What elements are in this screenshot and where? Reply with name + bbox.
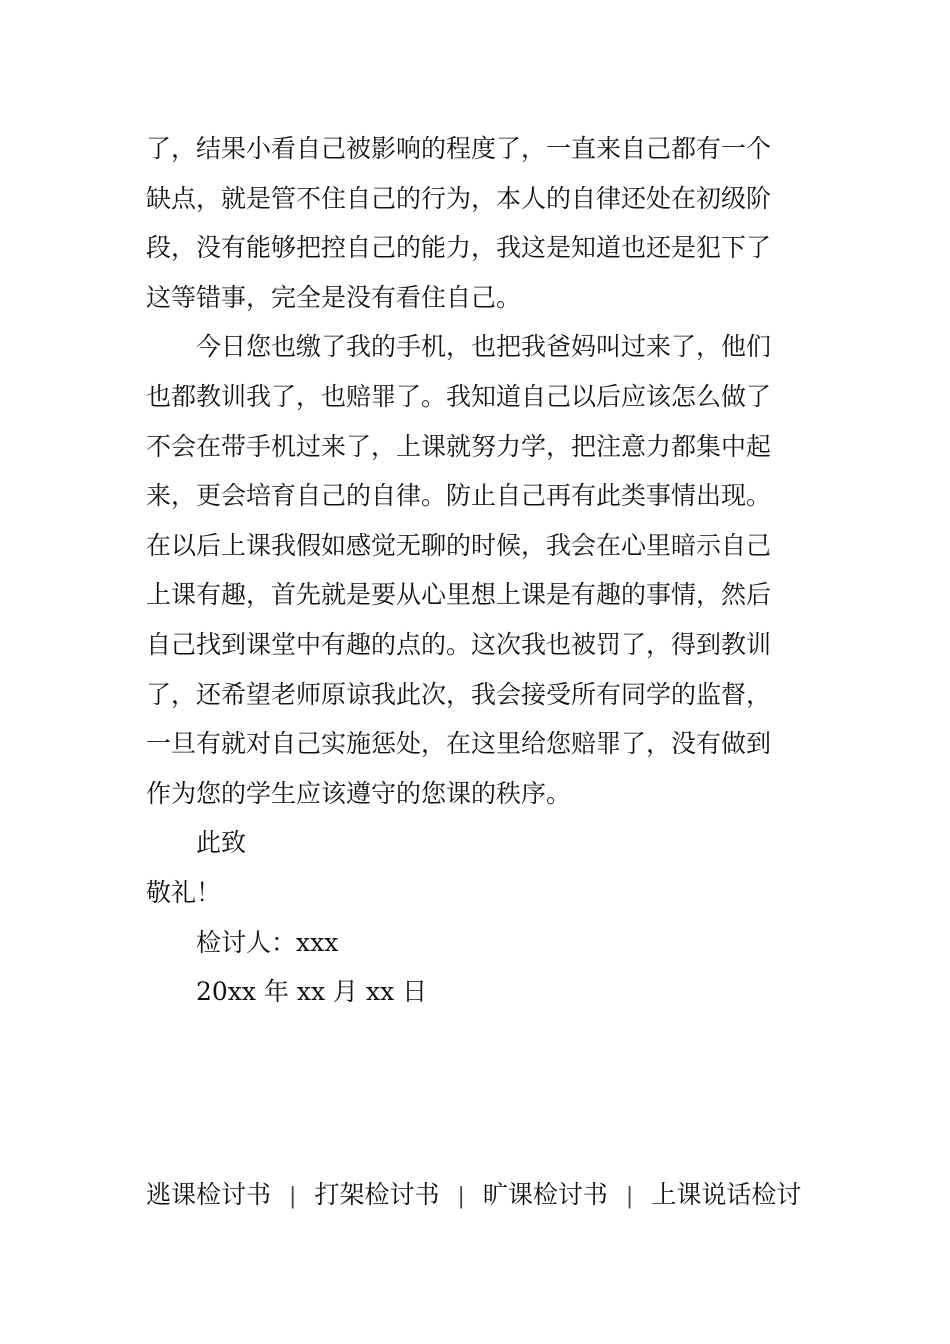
date-line: 20xx 年 xx 月 xx 日 [196,977,428,1007]
body-line: 了，结果小看自己被影响的程度了，一直来自己都有一个 [146,134,772,163]
link-separator: | [625,1184,634,1209]
body-line: 段，没有能够把控自己的能力，我这是知道也还是犯下了 [146,233,772,263]
body-line: 缺点，就是管不住自己的行为，本人的自律还处在初级阶 [146,183,772,213]
body-line: 自己找到课堂中有趣的点的。这次我也被罚了，得到教训 [146,629,772,659]
body-line: 上课有趣，首先就是要从心里想上课是有趣的事情，然后 [146,580,772,610]
related-links [146,1172,816,1218]
closing-salutation: 此致 [196,828,247,858]
link-truancy-self-criticism[interactable]: 逃课检讨书 [146,1180,272,1209]
letter-body [146,124,806,1017]
body-line: 来，更会培育自己的自律。防止自己再有此类事情出现。 [146,481,772,511]
link-separator: | [289,1184,297,1209]
closing-regards: 敬礼！ [146,877,222,907]
body-line: 今日您也缴了我的手机，也把我爸妈叫过来了，他们 [196,332,772,362]
link-fighting-self-criticism[interactable]: 打架检讨书 [314,1180,440,1209]
body-line: 这等错事，完全是没有看住自己。 [146,282,522,312]
link-separator: | [457,1184,465,1209]
body-line: 不会在带手机过来了，上课就努力学，把注意力都集中起 [146,431,772,461]
body-line: 在以后上课我假如感觉无聊的时候，我会在心里暗示自己 [146,530,772,560]
body-line: 了，还希望老师原谅我此次，我会接受所有同学的监督， [146,679,772,709]
link-talking-in-class-self-criticism[interactable]: 上课说话检讨 [651,1180,802,1209]
link-absence-self-criticism[interactable]: 旷课检讨书 [482,1180,608,1209]
body-line: 也都教训我了，也赔罪了。我知道自己以后应该怎么做了 [146,381,772,411]
body-line: 一旦有就对自己实施惩处，在这里给您赔罪了，没有做到 [146,729,772,759]
body-line: 作为您的学生应该遵守的您课的秩序。 [146,778,572,808]
signer-line: 检讨人：xxx [196,927,339,957]
